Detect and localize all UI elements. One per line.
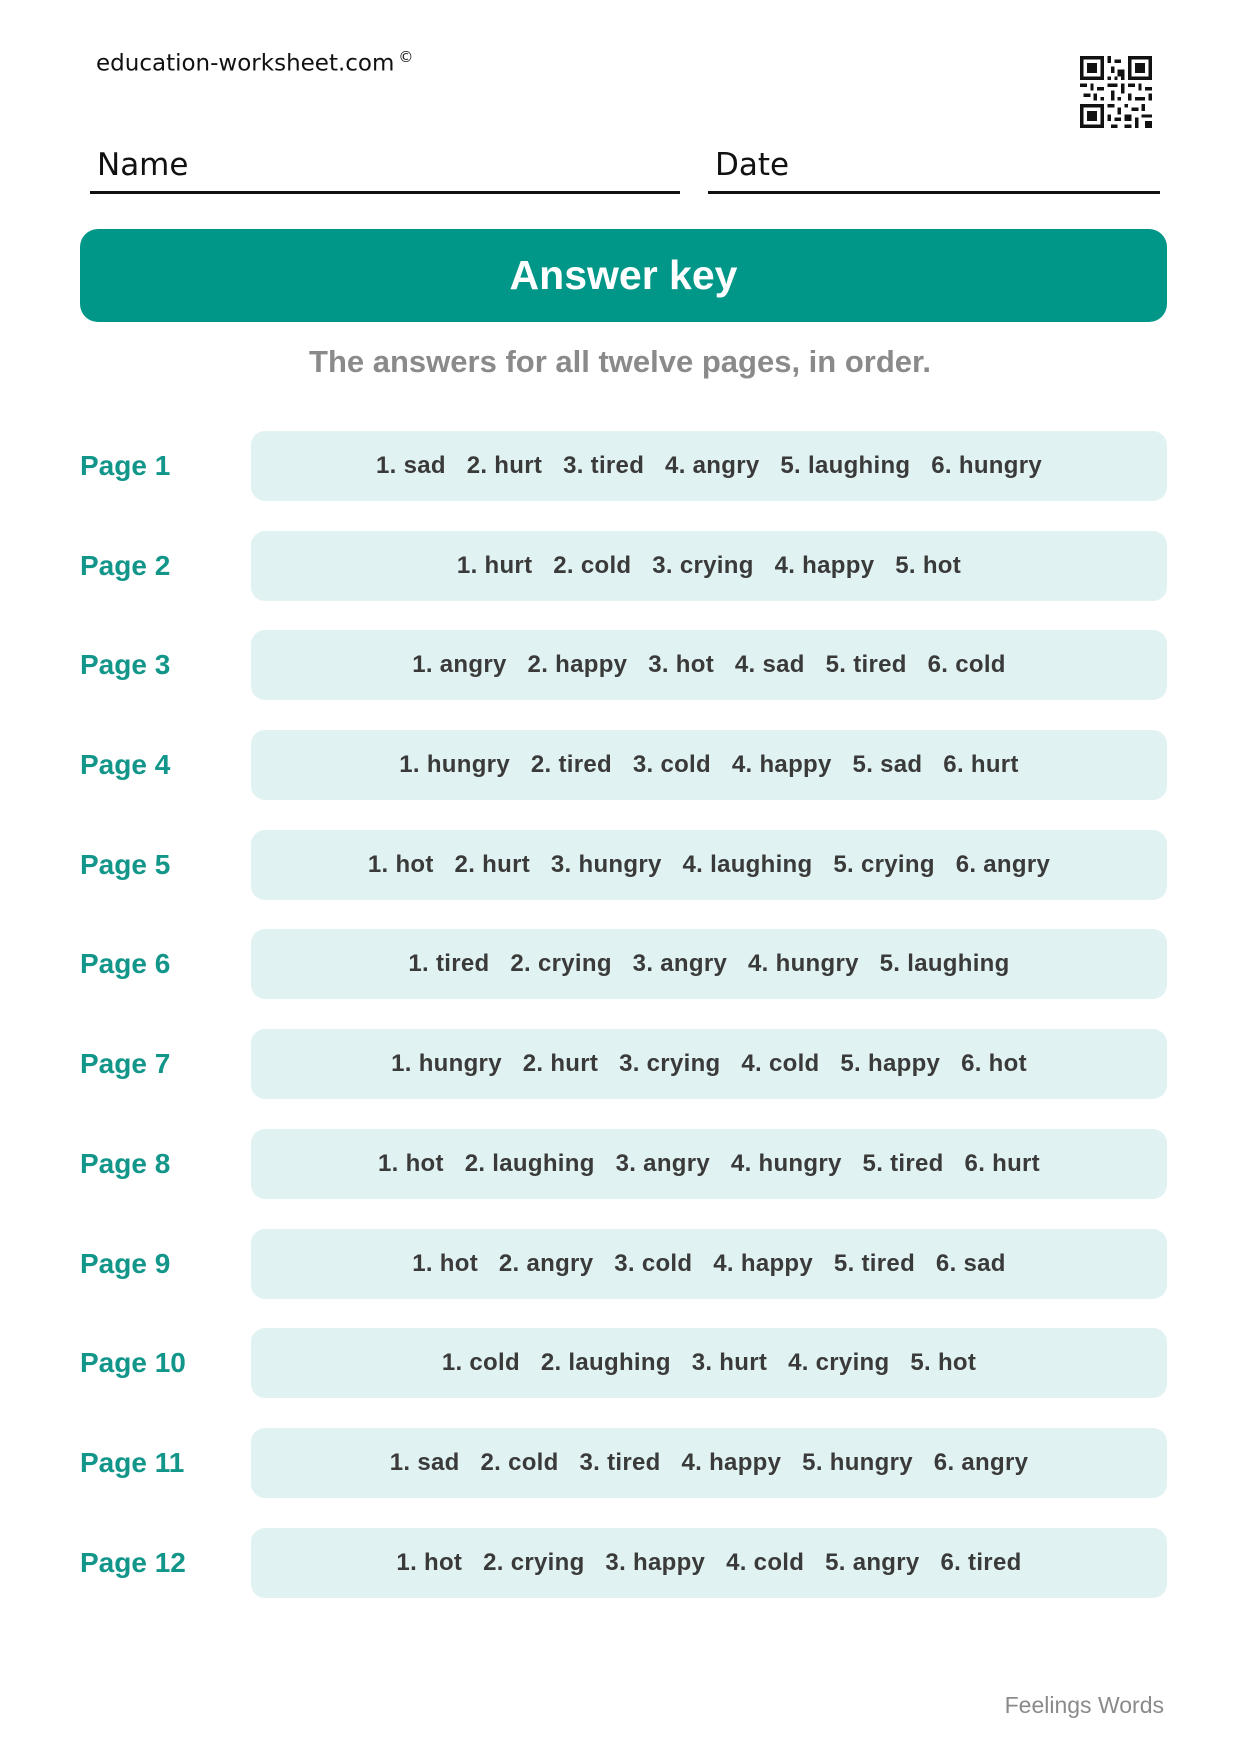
copyright-symbol: ©: [398, 48, 414, 66]
page-label: Page 8: [80, 1147, 171, 1179]
date-field[interactable]: [708, 140, 1160, 194]
page-label: Page 3: [80, 649, 171, 681]
banner-title: Answer key: [509, 252, 738, 298]
date-label: Date: [715, 147, 790, 183]
answer-row-1: [80, 431, 1167, 501]
site-credit: [96, 48, 413, 77]
answer-key-banner: [80, 229, 1167, 322]
page-label: Page 4: [80, 749, 171, 781]
page-label: Page 2: [80, 549, 171, 581]
answer-list: 1. hungry 2. tired 3. cold 4. happy 5. sad 6. hurt: [251, 730, 1167, 800]
answer-list: 1. hot 2. crying 3. happy 4. cold 5. angry 6. tired: [251, 1528, 1167, 1598]
answer-list: 1. cold 2. laughing 3. hurt 4. crying 5. hot: [251, 1328, 1167, 1398]
answer-list: 1. hungry 2. hurt 3. crying 4. cold 5. happy 6. hot: [251, 1029, 1167, 1099]
answer-list: 1. angry 2. happy 3. hot 4. sad 5. tired 6. cold: [251, 630, 1167, 700]
answer-row-9: [80, 1229, 1167, 1299]
name-label: Name: [97, 147, 189, 183]
page-label: Page 10: [80, 1347, 186, 1379]
page-label: Page 9: [80, 1247, 171, 1279]
page-label: Page 12: [80, 1546, 186, 1578]
page-label: Page 7: [80, 1048, 171, 1080]
answer-list: 1. hot 2. laughing 3. angry 4. hungry 5. tired 6. hurt: [251, 1129, 1167, 1199]
page-label: Page 11: [80, 1446, 185, 1478]
answer-list: 1. tired 2. crying 3. angry 4. hungry 5. laughing: [251, 929, 1167, 999]
answer-list: 1. hot 2. angry 3. cold 4. happy 5. tired 6. sad: [251, 1229, 1167, 1299]
answer-row-12: [80, 1528, 1167, 1598]
page-label: Page 5: [80, 848, 171, 880]
answer-rows: [80, 431, 1167, 1627]
answer-list: 1. sad 2. hurt 3. tired 4. angry 5. laughing 6. hungry: [251, 431, 1167, 501]
answer-list: 1. sad 2. cold 3. tired 4. happy 5. hungry 6. angry: [251, 1428, 1167, 1498]
answer-row-6: [80, 929, 1167, 999]
answer-row-2: [80, 531, 1167, 601]
answer-row-3: [80, 630, 1167, 700]
answer-row-7: [80, 1029, 1167, 1099]
site-url: education-worksheet.com: [96, 50, 395, 77]
name-field[interactable]: [90, 140, 680, 194]
answer-list: 1. hot 2. hurt 3. hungry 4. laughing 5. crying 6. angry: [251, 830, 1167, 900]
page-label: Page 6: [80, 948, 171, 980]
answer-row-10: [80, 1328, 1167, 1398]
qr-code-icon: [1080, 56, 1152, 128]
answer-row-5: [80, 830, 1167, 900]
subtitle: The answers for all twelve pages, in order.: [309, 344, 931, 379]
answer-row-4: [80, 730, 1167, 800]
answer-row-8: [80, 1129, 1167, 1199]
page-label: Page 1: [80, 450, 171, 481]
answer-row-11: [80, 1428, 1167, 1498]
answer-list: 1. hurt 2. cold 3. crying 4. happy 5. hot: [251, 531, 1167, 601]
footer-label: Feelings Words: [1004, 1692, 1164, 1718]
